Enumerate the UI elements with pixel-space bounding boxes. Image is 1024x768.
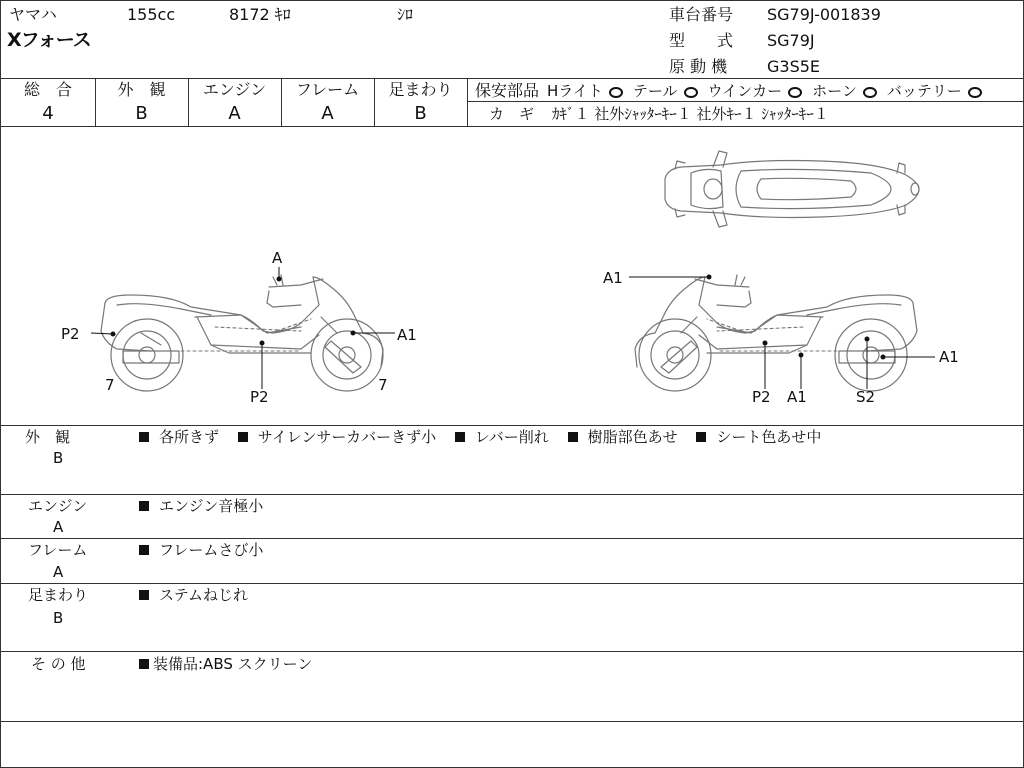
damage-code-label: P2 [61, 325, 80, 343]
note-item: 各所きず [159, 428, 220, 446]
battery-label: バッテリー [886, 82, 962, 100]
engine-grade: A [228, 103, 241, 124]
divider [468, 101, 1023, 102]
type-label: 型 式 [669, 31, 734, 50]
keys-text: ｶｷﾞ１ 社外ｼｬｯﾀｰｷｰ１ 社外ｷｰ１ ｼｬｯﾀｰｷｰ１ [552, 105, 829, 123]
safety-parts-row [475, 83, 982, 99]
bullet-icon [139, 659, 149, 669]
divider [1, 425, 1023, 426]
bullet-icon [696, 432, 706, 442]
notes-other-items [139, 657, 312, 672]
headlight-ok-icon [609, 87, 623, 98]
headlight-label: Hライト [547, 82, 603, 100]
scooter-left-view [101, 275, 383, 394]
bullet-icon [139, 432, 149, 442]
frame-number: SG79J-001839 [767, 5, 881, 24]
notes-exterior-items [139, 430, 821, 445]
divider [467, 78, 468, 126]
suspension-label: 足まわり [388, 80, 453, 99]
note-item: ステムねじれ [159, 586, 248, 604]
notes-engine-items [139, 499, 263, 514]
frame-label: フレーム [295, 80, 360, 99]
exterior-grade: B [135, 103, 148, 124]
battery-ok-icon [968, 87, 982, 98]
type-value: SG79J [767, 31, 815, 50]
damage-code-label: 7 [105, 376, 115, 394]
bullet-icon [139, 545, 149, 555]
notes-suspension-grade: B [53, 609, 64, 627]
notes-engine-grade: A [53, 518, 64, 536]
notes-other-label: そ の 他 [31, 655, 86, 673]
horn-label: ホーン [812, 82, 857, 100]
mileage: 8172 ｷﾛ [229, 5, 291, 24]
keys-label: カ ギ [489, 105, 535, 123]
notes-exterior-label: 外 観 [25, 428, 71, 446]
damage-code-label: P2 [752, 388, 771, 406]
notes-exterior-grade: B [53, 449, 64, 467]
notes-engine-label: エンジン [28, 497, 88, 515]
overall-label: 総 合 [23, 80, 72, 99]
divider [1, 651, 1023, 652]
exterior-label: 外 観 [117, 80, 166, 99]
notes-frame-label: フレーム [28, 541, 88, 559]
keys-row [489, 107, 829, 122]
notes-frame-items [139, 543, 263, 558]
safety-parts-label: 保安部品 [475, 81, 540, 100]
damage-code-label: A1 [397, 326, 417, 344]
model-name: Xフォース [7, 29, 91, 51]
damage-code-label: P2 [250, 388, 269, 406]
damage-code-label: 7 [378, 376, 388, 394]
damage-code-label: A1 [603, 269, 623, 287]
color: ｼﾛ [397, 5, 414, 24]
note-item: 樹脂部色あせ [587, 428, 678, 446]
scooter-top-view [665, 151, 919, 227]
divider [1, 583, 1023, 584]
bullet-icon [238, 432, 248, 442]
damage-code-label: S2 [856, 388, 876, 406]
engine-code: G3S5E [767, 57, 821, 76]
engine-label: エンジン [202, 80, 267, 99]
note-item: エンジン音極小 [159, 497, 264, 515]
bullet-icon [568, 432, 578, 442]
winker-ok-icon [788, 87, 802, 98]
divider [1, 494, 1023, 495]
notes-suspension-items [139, 588, 248, 603]
maker: ヤマハ [9, 5, 57, 24]
bullet-icon [139, 590, 149, 600]
divider [1, 721, 1023, 722]
horn-ok-icon [863, 87, 877, 98]
damage-code-label: A1 [939, 348, 959, 366]
notes-frame-grade: A [53, 563, 64, 581]
divider [1, 538, 1023, 539]
bullet-icon [139, 501, 149, 511]
suspension-grade: B [414, 103, 427, 124]
divider [1, 78, 1023, 79]
scooter-diagram [1, 127, 1023, 425]
note-item: サイレンサーカバーきず小 [257, 428, 437, 446]
damage-code-label: A1 [787, 388, 807, 406]
note-item: フレームさび小 [159, 541, 264, 559]
note-item: シート色あせ中 [716, 428, 822, 446]
notes-suspension-label: 足まわり [28, 586, 89, 604]
scooter-right-view [635, 275, 917, 391]
tail-label: テール [632, 82, 678, 100]
displacement: 155cc [127, 5, 176, 24]
engine-code-label: 原 動 機 [669, 57, 728, 76]
note-item: レバー削れ [474, 428, 549, 446]
winker-label: ウインカー [707, 82, 783, 100]
frame-grade: A [321, 103, 334, 124]
frame-number-label: 車台番号 [669, 5, 734, 24]
note-item: 装備品:ABS スクリーン [153, 655, 313, 673]
damage-code-label: A [272, 249, 283, 267]
overall-grade: 4 [42, 103, 54, 124]
tail-ok-icon [684, 87, 698, 98]
bullet-icon [455, 432, 465, 442]
